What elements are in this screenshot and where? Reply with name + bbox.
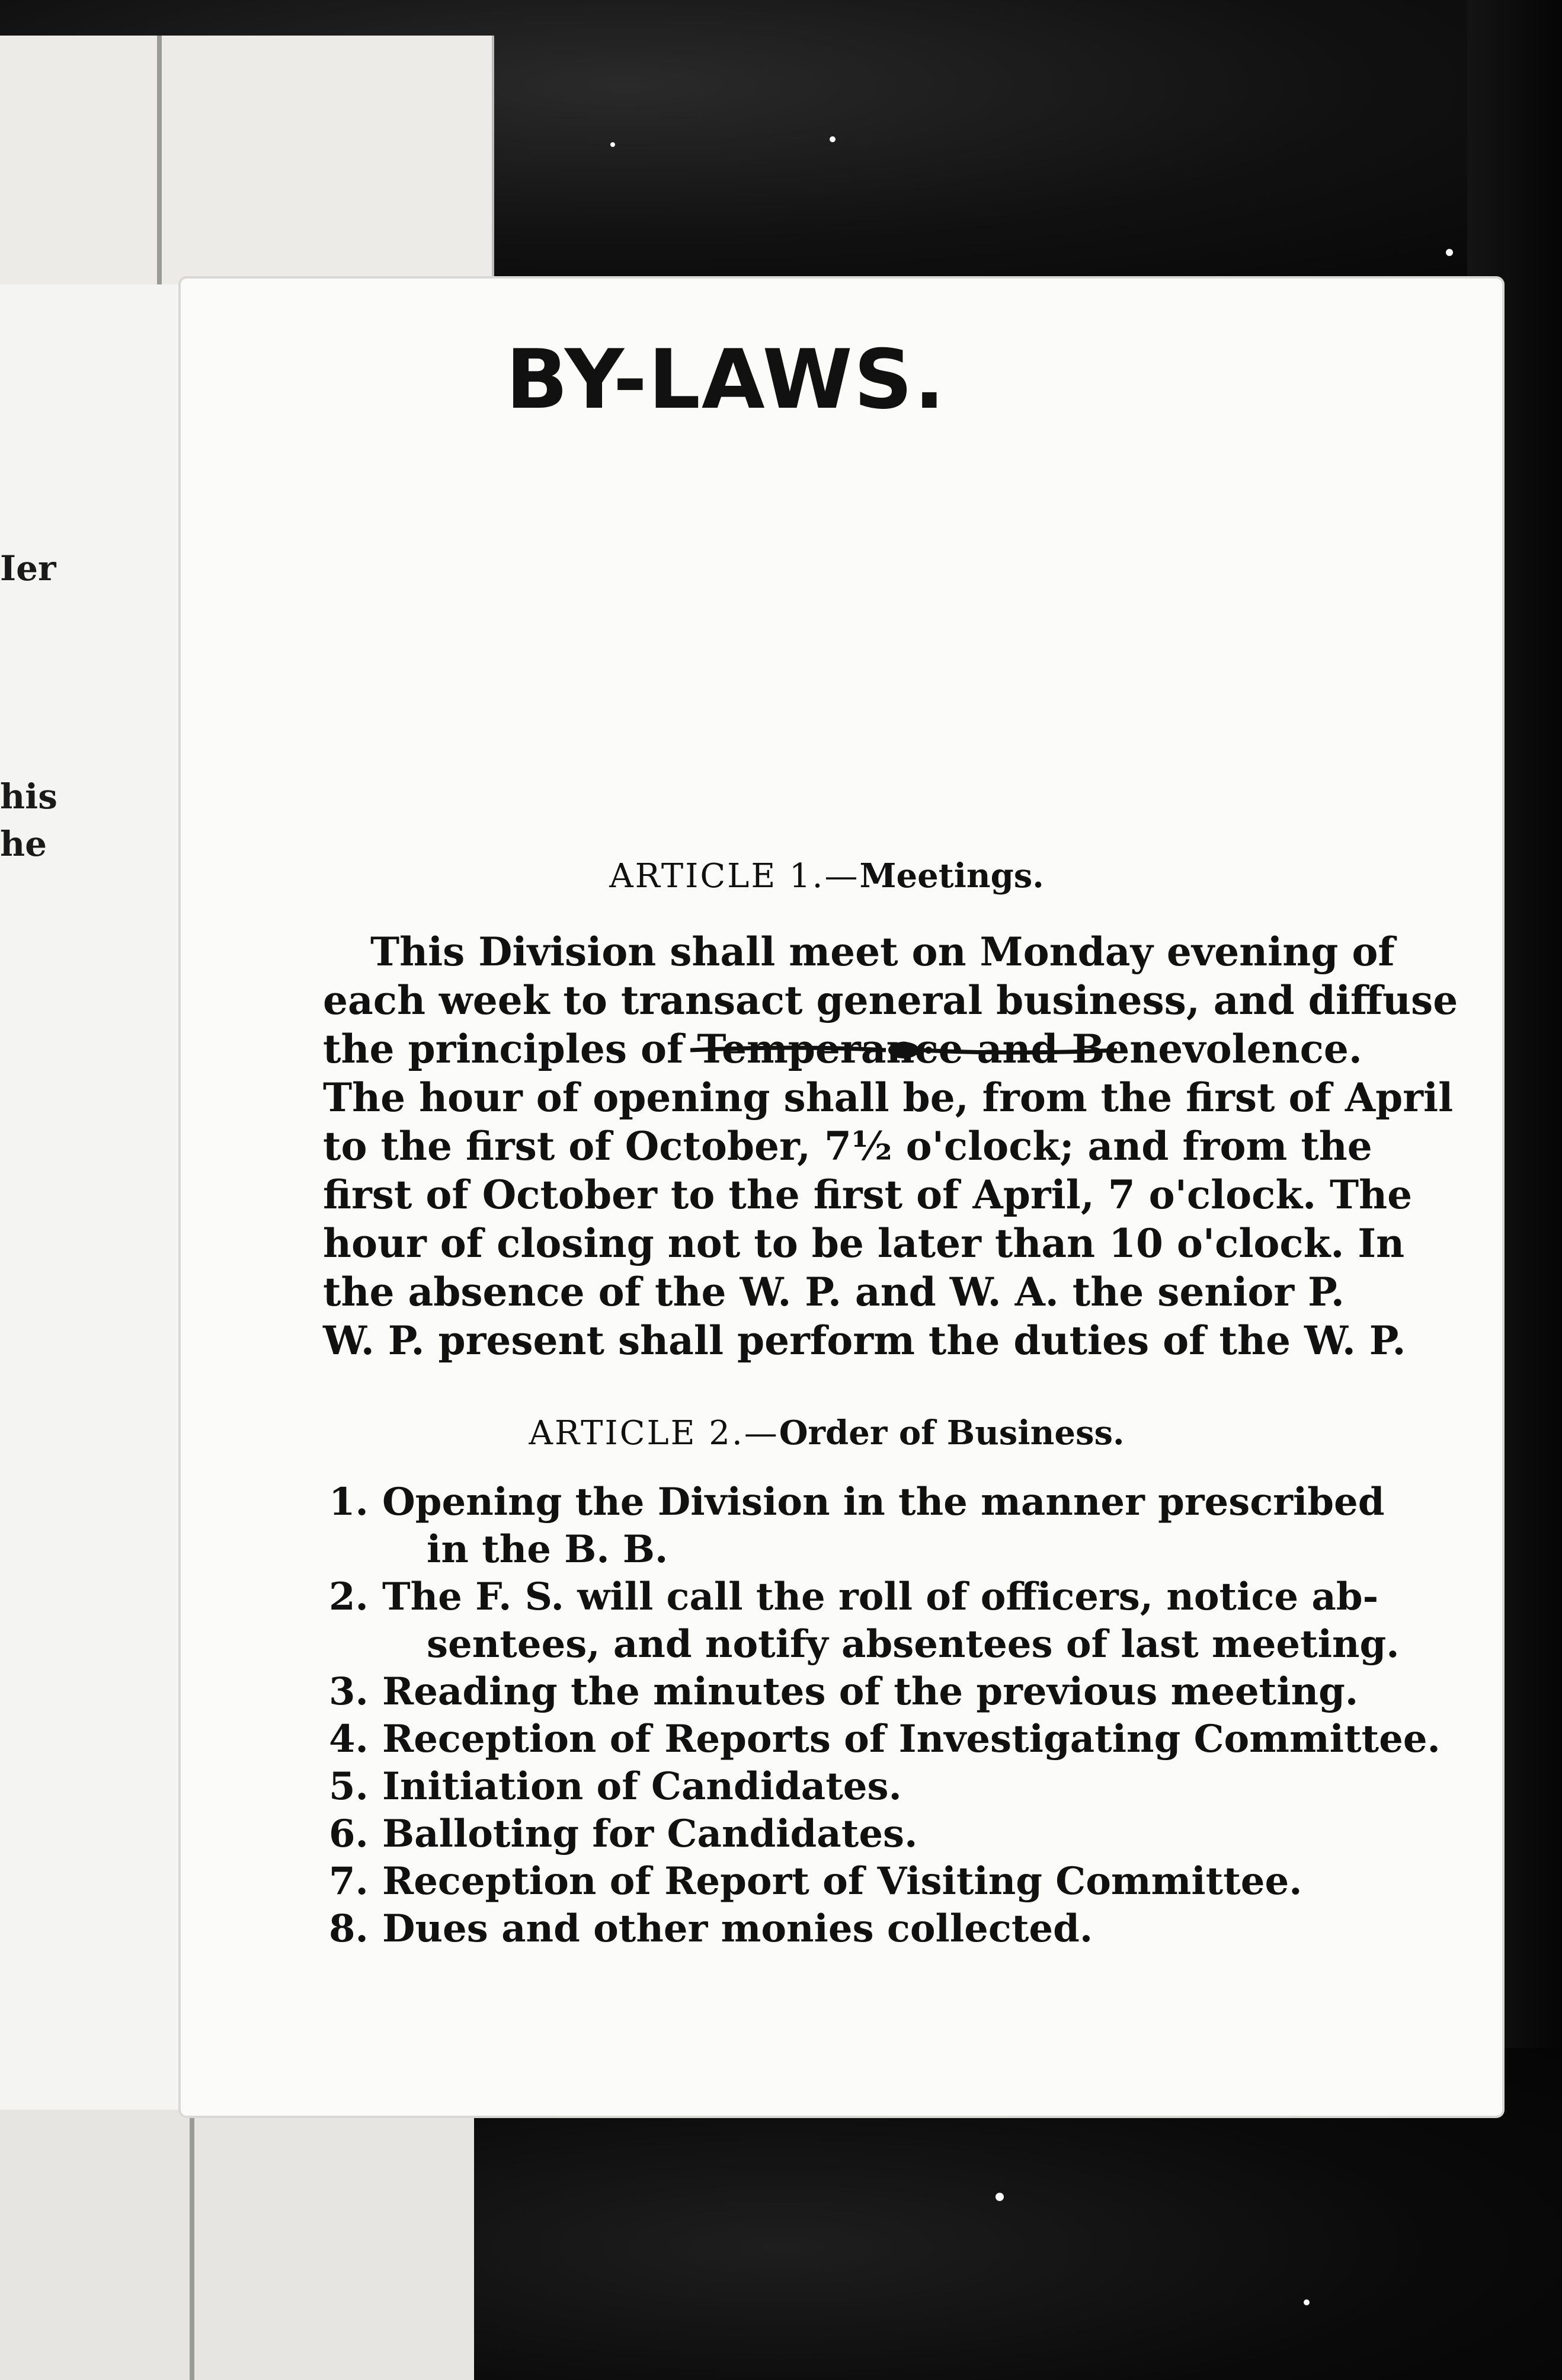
list-item-continuation: in the B. B. (427, 1527, 668, 1572)
article-1-line: hour of closing not to be later than 10 o'clock. In (323, 1220, 1405, 1266)
order-of-business-list (329, 1479, 1441, 1953)
list-item-text: Reception of Report of Visiting Committee. (382, 1859, 1302, 1904)
article-1-line: The hour of opening shall be, from the first of April (323, 1074, 1454, 1121)
dust-speck (830, 136, 836, 142)
article-1-name: Meetings. (859, 856, 1044, 895)
list-item-text: Dues and other monies collected. (382, 1906, 1093, 1951)
article-1-line: the principles of Temperance and Benevolence. (323, 1026, 1362, 1072)
list-item-text: The F. S. will call the roll of officers, notice ab- (382, 1575, 1379, 1619)
list-item-text: Reception of Reports of Investigating Committee. (382, 1717, 1441, 1761)
list-item-text: Balloting for Candidates. (382, 1812, 918, 1856)
left-page-fragment: he (0, 824, 47, 864)
page-title: BY-LAWS. (505, 332, 946, 427)
article-1-line: This Division shall meet on Monday evening of (370, 929, 1395, 975)
left-page-top-strip (0, 36, 494, 284)
article-2-name: Order of Business. (779, 1413, 1125, 1453)
list-item-number: 3. (329, 1669, 369, 1714)
list-item (329, 1573, 1379, 1621)
list-item (329, 1668, 1359, 1716)
article-1-body (323, 927, 1458, 1365)
list-item-text: Reading the minutes of the previous meeting. (382, 1669, 1359, 1714)
article-1-line: first of October to the first of April, 7 o'clock. The (323, 1172, 1413, 1218)
left-page-bottom-strip (0, 2110, 474, 2380)
list-item-number: 5. (329, 1764, 369, 1809)
list-item (329, 1810, 1348, 1858)
article-1-line: W. P. present shall perform the duties of the W. P. (323, 1317, 1406, 1364)
list-item-text: Initiation of Candidates. (382, 1764, 902, 1809)
article-2-number: ARTICLE 2.— (529, 1414, 779, 1453)
list-item-number: 6. (329, 1812, 369, 1856)
dust-speck (1446, 249, 1453, 256)
list-item-continuation: sentees, and notify absentees of last meeting. (427, 1622, 1400, 1666)
article-1-heading (323, 856, 1330, 895)
list-item (329, 1716, 1441, 1763)
list-item-number: 4. (329, 1717, 369, 1761)
list-item-number: 1. (329, 1480, 369, 1524)
list-item-number: 8. (329, 1906, 369, 1951)
article-1-line: to the first of October, 7½ o'clock; and from the (323, 1123, 1372, 1169)
article-1-number: ARTICLE 1.— (609, 857, 860, 895)
list-item (329, 1858, 1348, 1905)
list-item (329, 1763, 1348, 1810)
list-item (329, 1905, 1348, 1953)
left-page-fragment: Ier (0, 548, 56, 588)
dust-speck (1304, 2299, 1310, 2305)
dust-speck (610, 142, 615, 147)
left-page-fragment: his (0, 776, 57, 817)
article-2-heading (323, 1413, 1330, 1453)
list-item-number: 2. (329, 1575, 369, 1619)
list-item-text: Opening the Division in the manner prescribed (382, 1480, 1385, 1524)
dust-speck (996, 2193, 1004, 2201)
list-item-number: 7. (329, 1859, 369, 1904)
article-1-line: each week to transact general business, and diffuse (323, 977, 1458, 1023)
article-1-line: the absence of the W. P. and W. A. the senior P. (323, 1269, 1345, 1315)
list-item (329, 1479, 1385, 1526)
left-facing-page (0, 284, 199, 2110)
